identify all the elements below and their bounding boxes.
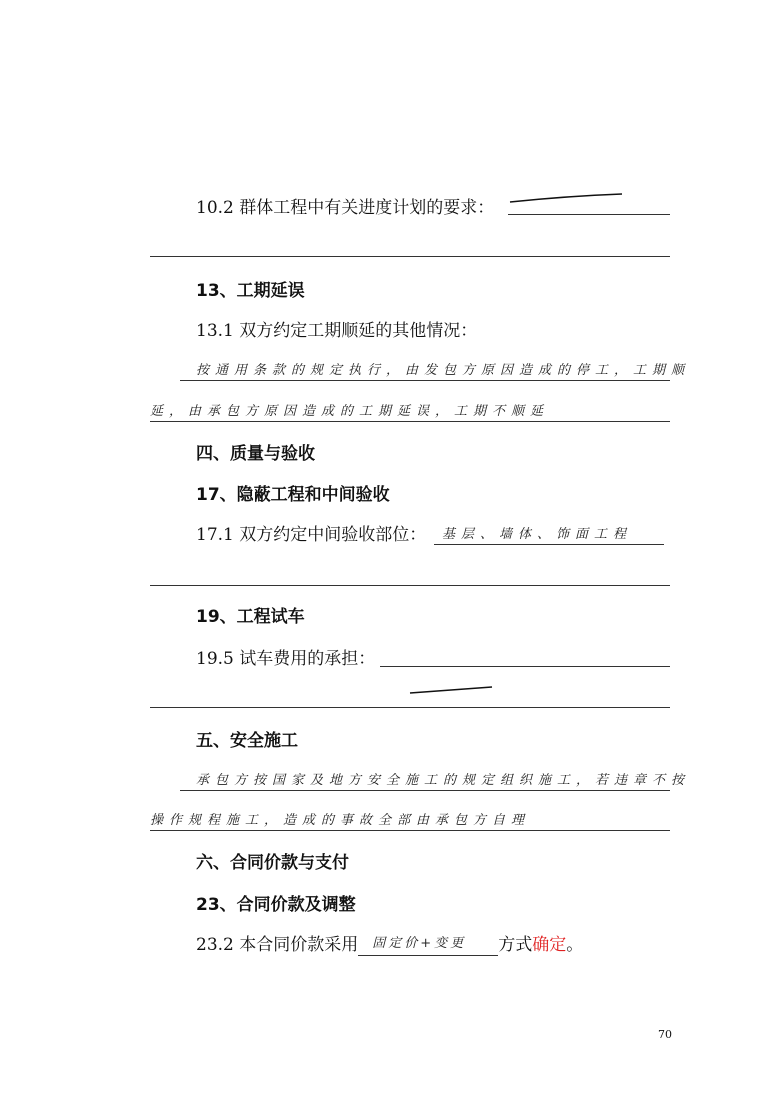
- fill-line-13-2: [150, 421, 670, 422]
- handwritten-13-line1: 按通用条款的规定执行，由发包方原因造成的停工，工期顺: [196, 363, 691, 378]
- handwritten-13-line2: 延，由承包方原因造成的工期延误，工期不顺延: [150, 404, 550, 419]
- section-23-2-end: 。: [566, 935, 584, 955]
- fill-line-13-1: [180, 380, 670, 381]
- fill-line-5-2: [150, 830, 670, 831]
- fill-line-17-1: [434, 544, 664, 545]
- page-number: 70: [658, 1028, 672, 1041]
- handwritten-5-line2: 操作规程施工，造成的事故全部由承包方自理: [150, 813, 531, 828]
- fill-line-17-1-b: [150, 585, 670, 586]
- section-6-heading: 六、合同价款与支付: [196, 853, 349, 873]
- section-19-heading: 19、工程试车: [196, 607, 305, 627]
- section-23-2-label: [196, 934, 583, 956]
- section-4-heading: 四、质量与验收: [196, 444, 315, 464]
- section-5-heading: 五、安全施工: [196, 731, 298, 751]
- handwritten-strike-10-2: [508, 190, 628, 206]
- handwritten-23-2: 固定价+变更: [372, 936, 467, 951]
- fill-line-19-5-b: [150, 707, 670, 708]
- fill-line-10-2-b: [150, 256, 670, 257]
- handwritten-strike-19-5: [408, 684, 496, 698]
- section-13-heading: 13、工期延误: [196, 281, 305, 301]
- section-13-1-label: 13.1 双方约定工期顺延的其他情况：: [196, 321, 478, 341]
- fill-line-23-2: [358, 935, 498, 956]
- section-10-2-label: 10.2 群体工程中有关进度计划的要求：: [196, 198, 495, 218]
- section-17-heading: 17、隐蔽工程和中间验收: [196, 485, 390, 505]
- section-17-1-label: 17.1 双方约定中间验收部位：: [196, 525, 427, 545]
- fill-line-10-2: [508, 214, 670, 215]
- section-19-5-label: 19.5 试车费用的承担：: [196, 649, 376, 669]
- section-23-2-prefix: 23.2 本合同价款采用: [196, 935, 359, 955]
- fill-line-5-1: [180, 790, 670, 791]
- handwritten-5-line1: 承包方按国家及地方安全施工的规定组织施工，若违章不按: [196, 773, 691, 788]
- handwritten-17-1: 基层、墙体、饰面工程: [442, 527, 633, 542]
- fill-line-19-5: [380, 666, 670, 667]
- section-23-heading: 23、合同价款及调整: [196, 895, 356, 915]
- section-23-2-suffix: 方式: [498, 935, 533, 955]
- section-23-2-red: 确定: [532, 935, 567, 955]
